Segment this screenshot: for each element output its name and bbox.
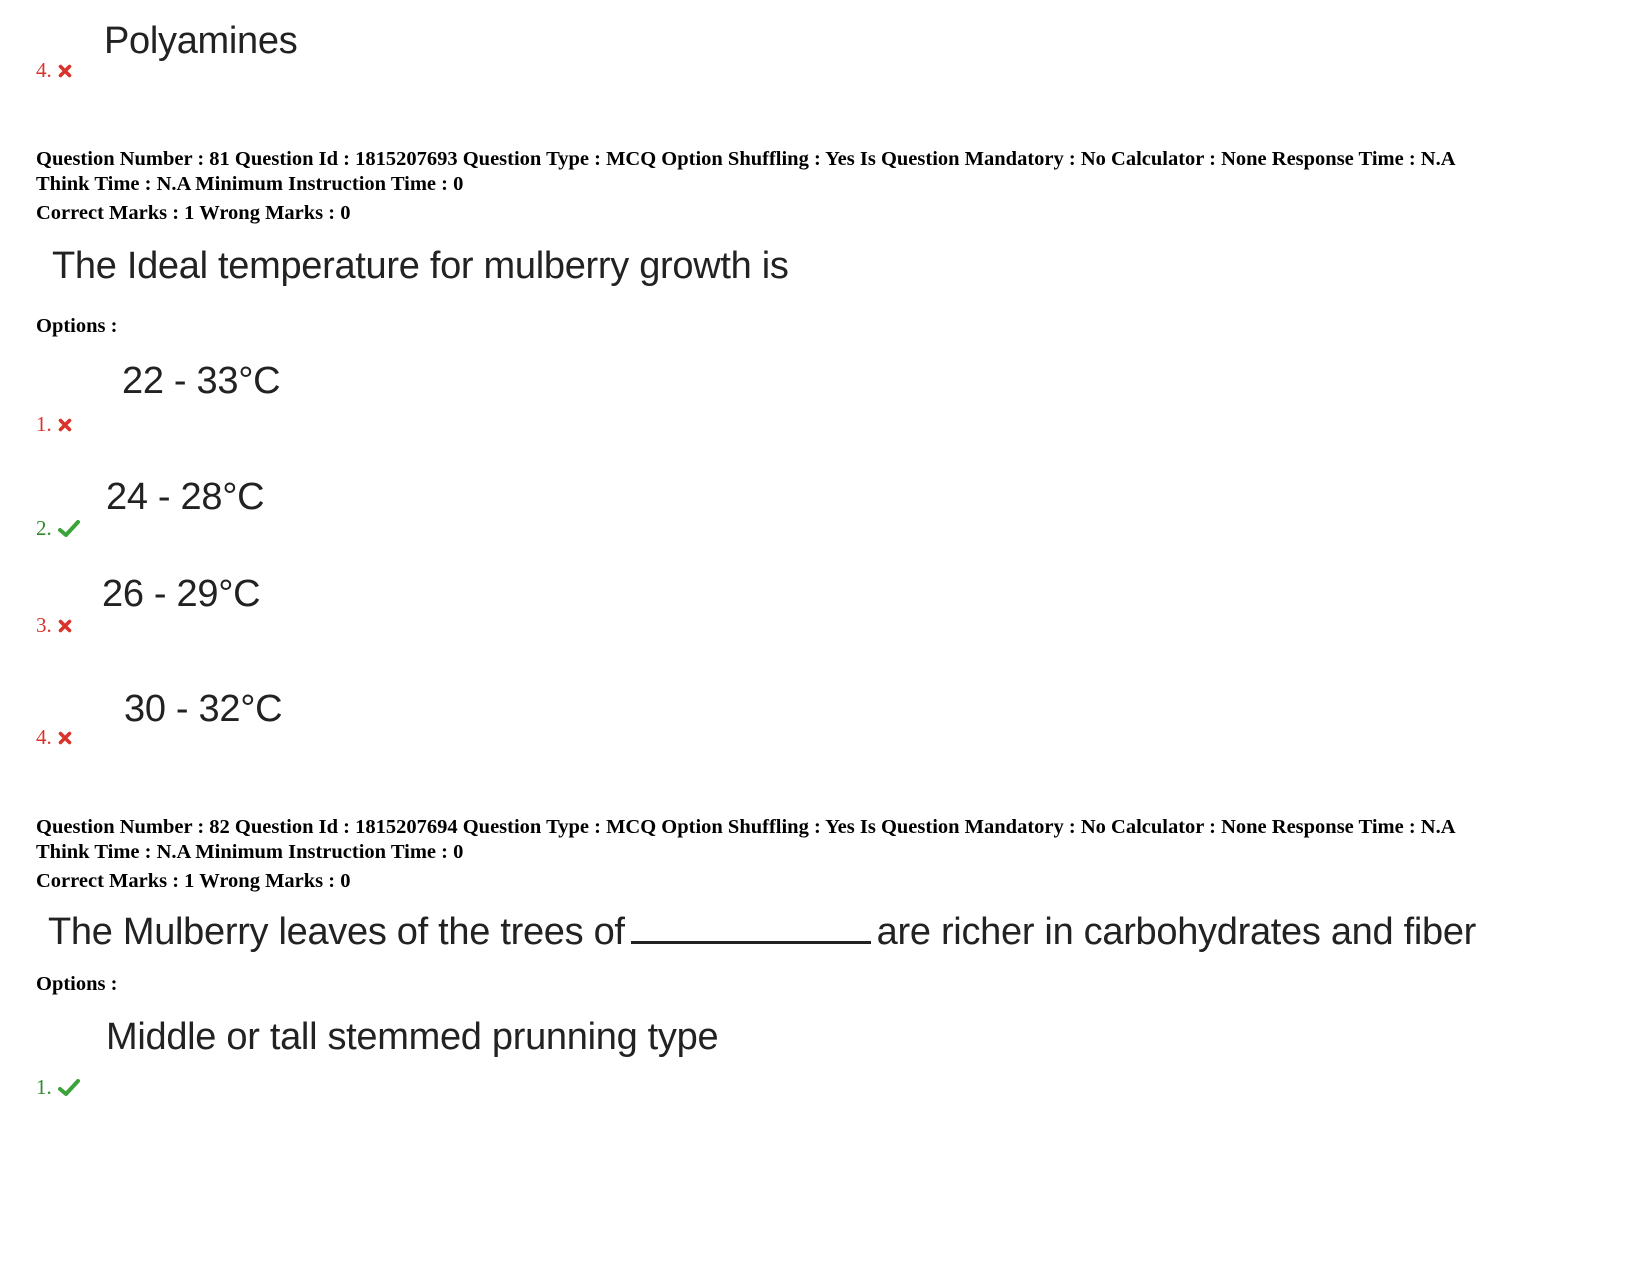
- prev-option-4-number: [36, 60, 72, 81]
- option-number: 3.: [36, 613, 52, 637]
- cross-icon: [58, 64, 72, 78]
- check-icon: [58, 520, 80, 538]
- q81-meta-line2: Think Time : N.A Minimum Instruction Time : 0: [36, 173, 464, 195]
- q81-meta-line1: Question Number : 81 Question Id : 1815207693 Question Type : MCQ Option Shuffling : Yes Is Question Mandatory : No Calculator : None Response Time : N.A: [36, 148, 1456, 170]
- q82-meta-line1: Question Number : 82 Question Id : 1815207694 Question Type : MCQ Option Shuffling : Yes Is Question Mandatory : No Calculator : None Response Time : N.A: [36, 816, 1456, 838]
- option-number: 2.: [36, 516, 52, 540]
- prev-option-4-text: Polyamines: [104, 20, 298, 62]
- q82-option-1-number: [36, 1077, 80, 1098]
- q82-question-part1: The Mulberry leaves of the trees of: [48, 911, 625, 953]
- q81-option-2-number: [36, 518, 80, 539]
- q82-option-1-text: Middle or tall stemmed prunning type: [106, 1016, 719, 1058]
- q81-options-label: Options :: [36, 315, 118, 337]
- cross-icon: [58, 418, 72, 432]
- q81-option-1-number: [36, 414, 72, 435]
- option-number: 4.: [36, 725, 52, 749]
- cross-icon: [58, 731, 72, 745]
- q81-option-4-number: [36, 727, 72, 748]
- check-icon: [58, 1079, 80, 1097]
- q82-question-part2: are richer in carbohydrates and fiber: [876, 911, 1477, 953]
- q81-option-1-text: 22 - 33°C: [122, 360, 281, 402]
- option-number: 4.: [36, 58, 52, 82]
- q82-options-label: Options :: [36, 973, 118, 995]
- option-number: 1.: [36, 412, 52, 436]
- q81-question-text: The Ideal temperature for mulberry growth is: [52, 245, 789, 287]
- q82-marks: Correct Marks : 1 Wrong Marks : 0: [36, 870, 351, 892]
- q81-option-3-text: 26 - 29°C: [102, 573, 261, 615]
- q82-question-text: [48, 911, 1476, 951]
- q81-marks: Correct Marks : 1 Wrong Marks : 0: [36, 202, 351, 224]
- q81-option-2-text: 24 - 28°C: [106, 476, 265, 518]
- q82-meta-line2: Think Time : N.A Minimum Instruction Time : 0: [36, 841, 464, 863]
- q81-option-3-number: [36, 615, 72, 636]
- fill-in-blank: [631, 911, 871, 944]
- option-number: 1.: [36, 1075, 52, 1099]
- q81-option-4-text: 30 - 32°C: [124, 688, 283, 730]
- cross-icon: [58, 619, 72, 633]
